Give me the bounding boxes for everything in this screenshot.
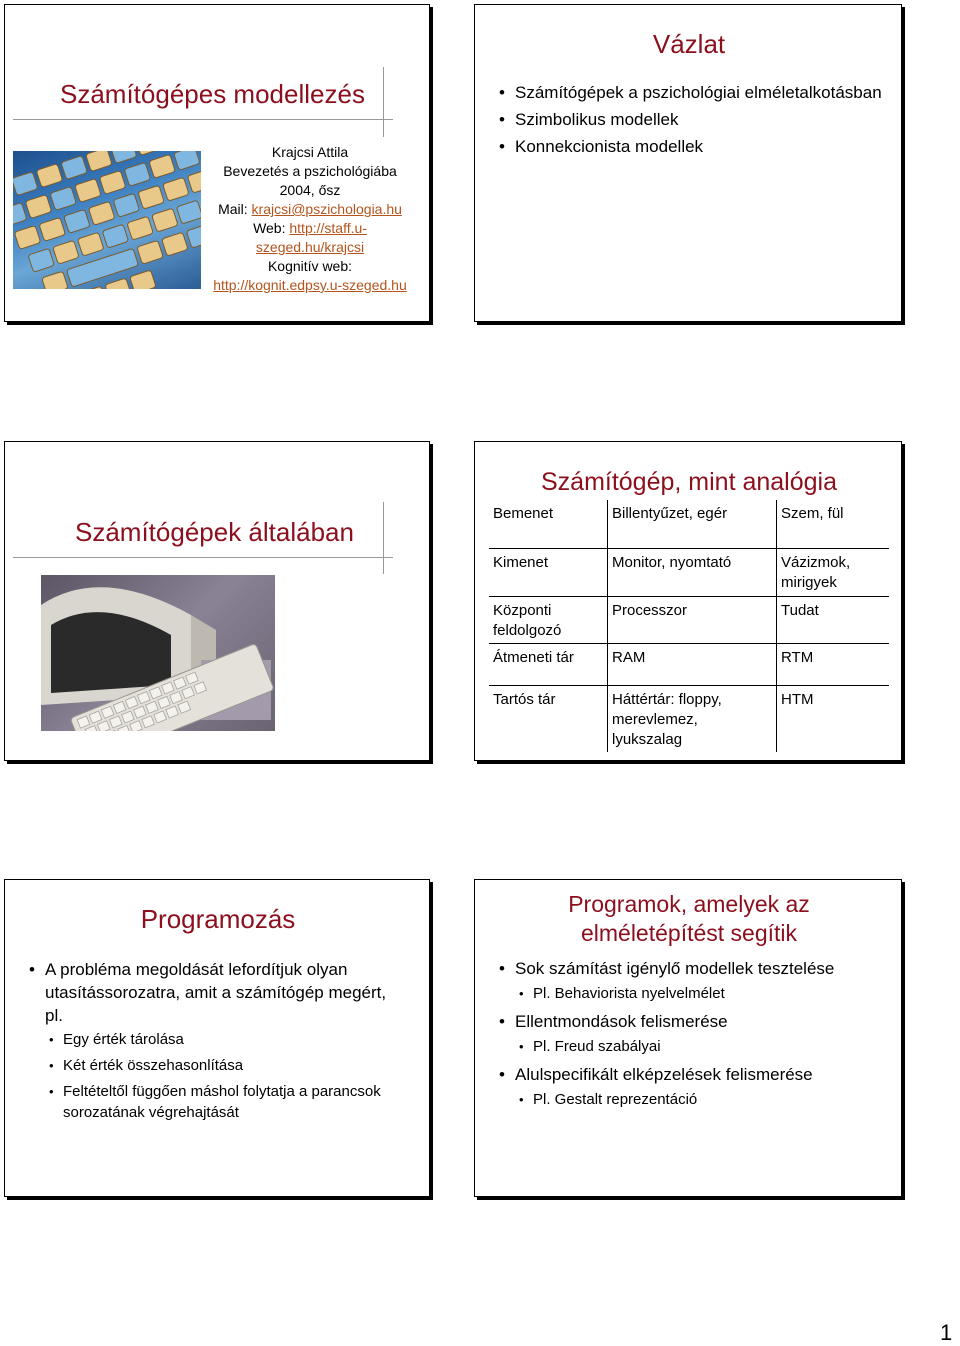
outline-list xyxy=(495,81,885,158)
divider-vertical xyxy=(383,502,384,574)
list-item: • Szimbolikus modellek xyxy=(495,108,885,131)
table-cell: Bemenet xyxy=(489,500,608,548)
list-item: • A probléma megoldását lefordítjuk olyan utasítássorozatra, amit a számítógép megért, pl. xyxy=(25,958,405,1027)
sub-list-item: • Pl. Behaviorista nyelvelmélet xyxy=(495,984,895,1004)
author-name: Krajcsi Attila xyxy=(195,143,425,162)
slide-1-title: Számítógépes modellezés xyxy=(60,79,365,110)
kognitiv-link[interactable]: http://kognit.edpsy.u-szeged.hu xyxy=(213,277,407,293)
slide-2 xyxy=(474,4,902,322)
slide-3-title: Számítógépek általában xyxy=(75,517,354,548)
list-item: • Ellentmondások felismerése xyxy=(495,1010,895,1033)
table-cell: Szem, fül xyxy=(777,500,890,548)
table-cell: Kimenet xyxy=(489,548,608,596)
divider-vertical xyxy=(383,67,384,137)
list-item: • Alulspecifikált elképzelések felismerése xyxy=(495,1063,895,1086)
slide-2-title: Vázlat xyxy=(475,29,903,60)
slide-1 xyxy=(4,4,430,322)
table-cell: Vázizmok, mirigyek xyxy=(777,548,890,596)
slide-5 xyxy=(4,879,430,1197)
table-row xyxy=(489,685,889,752)
slide-5-title: Programozás xyxy=(5,904,431,935)
sub-list-item: • Pl. Freud szabályai xyxy=(495,1037,895,1057)
sub-list-item: • Feltételtől függően máshol folytatja a parancsok sorozatának végrehajtását xyxy=(25,1081,405,1123)
slide-6-title: Programok, amelyek az elméletépítést segítik xyxy=(545,890,833,948)
list-item: • Sok számítást igénylő modellek tesztelése xyxy=(495,957,895,980)
table-cell: Háttértár: floppy, merevlemez, lyukszalag xyxy=(608,685,777,752)
table-cell: Processzor xyxy=(608,596,777,643)
table-cell: Tartós tár xyxy=(489,685,608,752)
page-number: 1 xyxy=(940,1320,952,1346)
slide-1-info xyxy=(195,143,425,295)
list-item: • Számítógépek a pszichológiai elméletalkotásban xyxy=(495,81,885,104)
web-link-part1[interactable]: http://staff.u- xyxy=(289,220,367,236)
sub-list-item: • Egy érték tárolása xyxy=(25,1029,405,1051)
mail-line xyxy=(195,200,425,219)
mail-label: Mail: xyxy=(218,201,251,217)
course-name: Bevezetés a pszichológiába xyxy=(195,162,425,181)
table-cell: Átmeneti tár xyxy=(489,643,608,685)
table-cell: RAM xyxy=(608,643,777,685)
slide-6 xyxy=(474,879,902,1197)
computer-photo xyxy=(41,575,275,731)
divider-horizontal xyxy=(13,557,393,558)
divider-horizontal xyxy=(13,119,393,120)
table-cell: Tudat xyxy=(777,596,890,643)
table-cell: Központi feldolgozó xyxy=(489,596,608,643)
keyboard-photo xyxy=(13,151,201,289)
table-cell: Monitor, nyomtató xyxy=(608,548,777,596)
table-row xyxy=(489,596,889,643)
sub-list-item: • Pl. Gestalt reprezentáció xyxy=(495,1090,895,1110)
slide-4 xyxy=(474,441,902,761)
term: 2004, ősz xyxy=(195,181,425,200)
table-row xyxy=(489,500,889,548)
table-row xyxy=(489,643,889,685)
table-cell: RTM xyxy=(777,643,890,685)
theory-list xyxy=(495,957,895,1110)
web-link-part2[interactable]: szeged.hu/krajcsi xyxy=(256,239,364,255)
slide-4-title: Számítógép, mint analógia xyxy=(475,468,903,497)
kognitiv-label: Kognitív web: xyxy=(195,257,425,276)
web-line xyxy=(195,219,425,238)
web-line-2 xyxy=(195,238,425,257)
kognitiv-line xyxy=(195,276,425,295)
programming-list xyxy=(25,958,405,1123)
table-cell: Billentyűzet, egér xyxy=(608,500,777,548)
list-item: • Konnekcionista modellek xyxy=(495,135,885,158)
table-row xyxy=(489,548,889,596)
slide-3 xyxy=(4,441,430,761)
analogy-table xyxy=(489,500,889,752)
mail-link[interactable]: krajcsi@pszichologia.hu xyxy=(252,201,402,217)
table-cell: HTM xyxy=(777,685,890,752)
sub-list-item: • Két érték összehasonlítása xyxy=(25,1055,405,1077)
web-label: Web: xyxy=(253,220,289,236)
